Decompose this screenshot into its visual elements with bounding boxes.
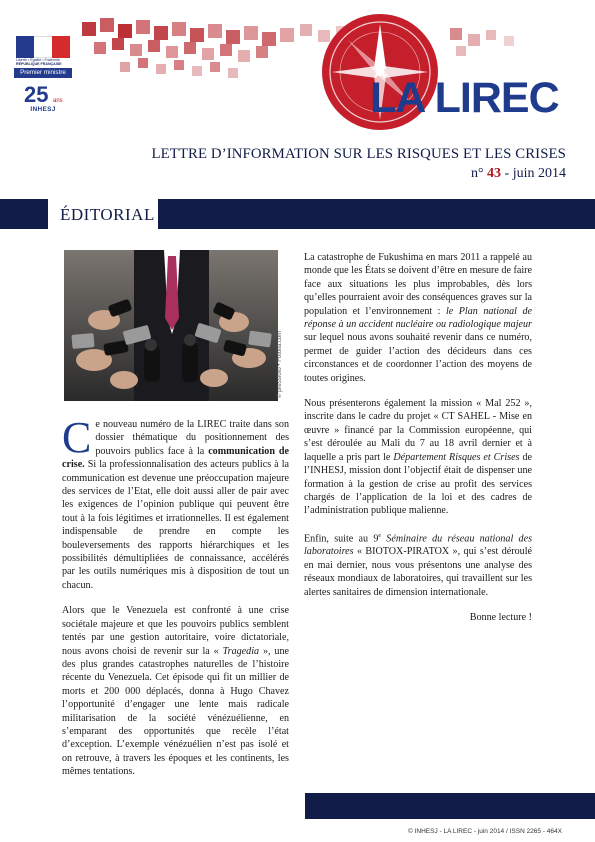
footer-bar [305,793,595,819]
left-paragraph-2 [62,604,289,778]
right-p3-italic: Séminaire du réseau national des laboratoires [304,533,532,558]
right-p1-text-b: sur lequel nous avons souhaité revenir dans ce numéro, permet de guider l’action des décideurs dans ces circonstances et de coordonner l’action des moyens de toutes origines. [304,332,532,384]
decor-squares-right [450,28,514,56]
republique-motto [16,58,70,67]
right-p1-italic: le Plan national de réponse à un accident nucléaire ou radiologique majeur [304,305,532,331]
french-flag-logo [16,36,70,58]
left-p1-bold: communication de crise. [62,445,289,471]
issue-date: - juin 2014 [504,166,566,181]
left-p2-text-b: », une des plus grandes catastrophes naturelles de l’histoire récente du Venezuela. Cet épisode qui fit un millier de morts et 200 000 déplacés, donna à Hugo Chavez l’opportunité d’engager une lente mais radicale militarisation de la société vénézuélienne, en s’emparant des opportunités que recèle l’état d’exception. L’exemple vénézuélien n’est pas isolé et on retrouve, à travers les époques et les continents, les mêmes tentations. [62,645,289,778]
photo-credit-vertical [274,258,284,398]
photo-credit-text: © pressfoto • Fotolia.com [277,330,283,398]
section-band-left [0,199,48,229]
left-p1-text-a: e nouveau numéro de la LIREC traite dans son dossier thématique du positionnement des pouvoirs publics face à la [95,419,289,457]
inhesj-label: INHESJ [30,106,56,113]
anniversary-number: 25 [24,82,49,106]
right-paragraph-1 [304,251,532,385]
left-p1-text-b: Si la professionnalisation des acteurs publics à la communication est devenue une préoccupation majeure des services de l’Etat, elle doit aussi aller de pair avec les exigences de l’opinion publique qui peuvent être tout à la fois légitimes et irrationnelles. Il est également indispensable de prendre en compte les bouleversements des rapports hiérarchiques et les possibilités démultipliées de connaissance, accélérés par les outils numériques mis à disposition de tout un chacun. [62,459,289,591]
right-p3-text-a: Enfin, suite au 9 [304,533,379,545]
premier-ministre-label: Premier ministre [14,68,72,78]
left-p2-italic: Tragedia [222,645,260,657]
closing-line: Bonne lecture ! [469,612,532,624]
anniversary-unit: ans [53,98,63,104]
right-p1-text-a: La catastrophe de Fukushima en mars 2011 a rappelé au monde que les États se doivent d’être en mesure de faire face aux situations les plus improbables, dès lors qu’elles pourraient avoir des conséquences graves sur la population et l’environnement : [304,252,532,317]
press-microphones-photo [64,250,278,401]
section-title: ÉDITORIAL [60,205,155,224]
right-paragraph-2 [304,397,532,518]
left-column [62,413,289,791]
right-p2-italic: Département Risques et Crises [393,451,520,463]
left-paragraph-1 [62,413,289,592]
section-band-right [158,199,595,229]
inhesj-25-ans-logo [20,80,66,106]
dropcap-letter: C [62,413,92,462]
issue-prefix: n° [470,166,484,181]
rf-name-text: RÉPUBLIQUE FRANÇAISE [16,62,62,67]
brand-title: LA LIREC [370,74,559,122]
right-p2-text-b: de l’INHESJ, mission dont l’objectif était de dispenser une formation à la gestion de crise au profit des services chargés de l’application de la loi et des cadres de l’administration publique malienne. [304,451,532,517]
right-p3-sup: e [378,532,382,539]
right-p3-text-b: « BIOTOX-PIRATOX », qui s’est déroulé en mai dernier, nous vous présentons une analyse des réseaux mondiaux de laboratoires, qui travaillent sur les alertes sanitaires de dimension internationale. [304,546,532,598]
decor-grid-squares [82,18,346,78]
right-column [304,251,532,637]
left-p2-text-a: Alors que le Venezuela est confronté à une crise sociétale majeure et que les pouvoirs publics semblent tentés par une gestion autoritaire, voire dictatoriale, nous avons choisi de revenir sur la « [62,605,289,657]
right-paragraph-3 [304,530,532,599]
issue-line [380,166,566,182]
newsletter-subtitle: LETTRE D’INFORMATION SUR LES RISQUES ET LES CRISES [151,146,566,162]
issue-number: 43 [487,166,502,181]
right-p2-text-a: Nous présenterons également la mission « Mal 252 », inscrite dans le cadre du projet « CT SAHEL - Mise en œuvre » financé par la Commission européenne, qui s’est déroulée au Mali du 7 au 18 avril dernier et à laquelle a pris part le [304,398,532,463]
rf-motto-text: Liberté • Égalité • Fraternité [16,58,60,62]
footer-text: © INHESJ - LA LIREC - juin 2014 / ISSN 2265 - 464X [407,828,562,835]
